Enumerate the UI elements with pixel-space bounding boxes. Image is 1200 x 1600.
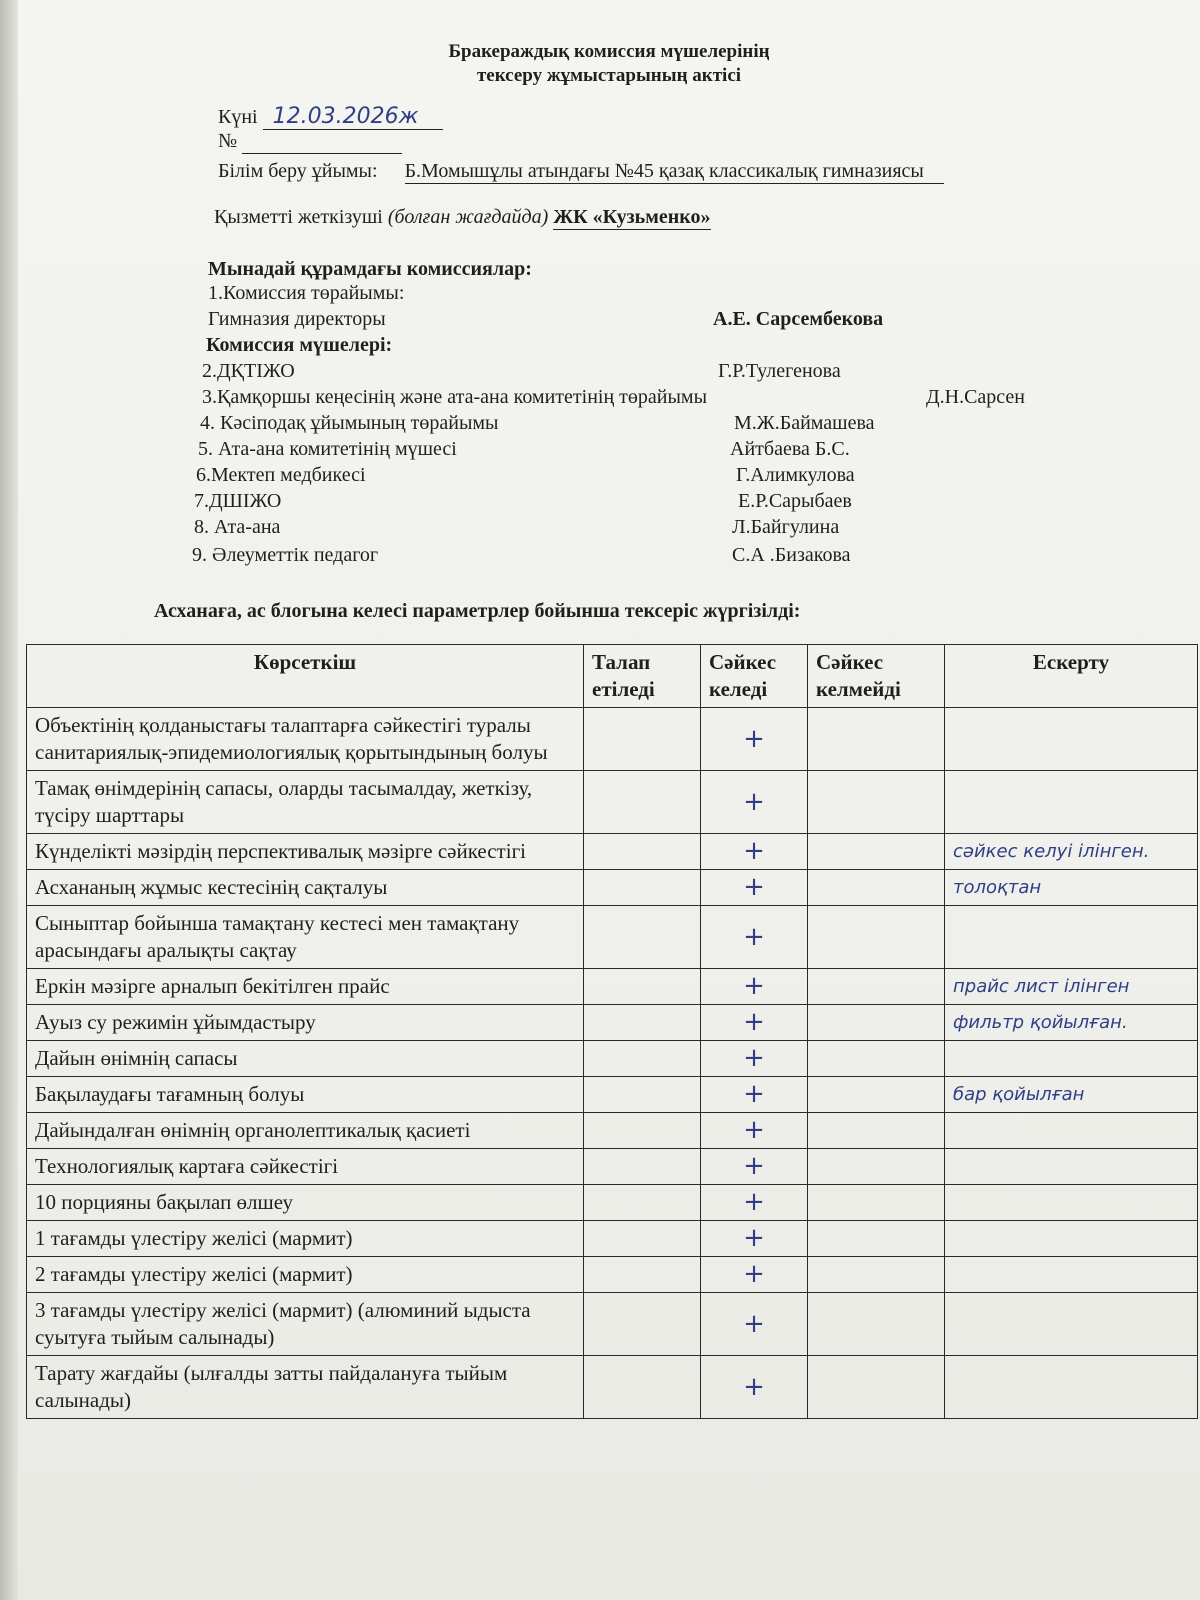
- table-row: [27, 1356, 1198, 1419]
- supplier-note: (болған жағдайда): [387, 206, 549, 228]
- indicator-cell: Ауыз су режимін ұйымдастыру: [27, 1005, 584, 1041]
- required-cell: [584, 1113, 701, 1149]
- table-row: [27, 708, 1198, 771]
- table-row: [27, 1221, 1198, 1257]
- required-cell: [584, 1041, 701, 1077]
- title-line-1: Бракераждық комиссия мүшелерінің: [448, 41, 770, 62]
- remark-cell: [945, 1185, 1198, 1221]
- required-cell: [584, 1221, 701, 1257]
- noncompliant-cell: [808, 906, 945, 969]
- compliant-mark: +: [701, 708, 808, 771]
- remark-cell: [945, 1221, 1198, 1257]
- header-compliant: Сәйкес келеді: [701, 645, 808, 708]
- compliant-mark: +: [701, 1293, 808, 1356]
- remark-cell: сәйкес келуі ілінген.: [945, 834, 1198, 870]
- number-blank: [242, 130, 402, 154]
- required-cell: [584, 708, 701, 771]
- remark-cell: [945, 771, 1198, 834]
- number-label: №: [218, 130, 238, 152]
- table-row: [27, 870, 1198, 906]
- member-role: 4. Кәсіподақ ұйымының төрайымы: [200, 412, 499, 434]
- remark-cell: [945, 708, 1198, 771]
- remark-cell: [945, 1149, 1198, 1185]
- noncompliant-cell: [808, 708, 945, 771]
- required-cell: [584, 1005, 701, 1041]
- member-role: 9. Әлеуметтік педагог: [192, 544, 379, 566]
- member-role: 8. Ата-ана: [194, 516, 281, 538]
- required-cell: [584, 906, 701, 969]
- remark-cell: бар қойылған: [945, 1077, 1198, 1113]
- table-row: [27, 1005, 1198, 1041]
- supplier-label: Қызметті жеткізуші: [214, 206, 383, 228]
- org-label: Білім беру ұйымы:: [218, 160, 378, 182]
- title-line-2: тексеру жұмыстарының актісі: [476, 65, 742, 86]
- remark-cell: [945, 1293, 1198, 1356]
- required-cell: [584, 1077, 701, 1113]
- member-role: 6.Мектеп медбикесі: [196, 464, 366, 486]
- table-row: [27, 906, 1198, 969]
- table-row: [27, 1041, 1198, 1077]
- noncompliant-cell: [808, 834, 945, 870]
- noncompliant-cell: [808, 1041, 945, 1077]
- compliant-mark: +: [701, 771, 808, 834]
- table-row: [27, 1149, 1198, 1185]
- table-row: [27, 969, 1198, 1005]
- compliant-mark: +: [701, 1005, 808, 1041]
- indicator-cell: Дайын өнімнің сапасы: [27, 1041, 584, 1077]
- required-cell: [584, 870, 701, 906]
- required-cell: [584, 1149, 701, 1185]
- table-row: [27, 834, 1198, 870]
- table-row: [27, 1293, 1198, 1356]
- required-cell: [584, 771, 701, 834]
- supplier-row: [214, 206, 711, 230]
- indicator-cell: 1 тағамды үлестіру желісі (мармит): [27, 1221, 584, 1257]
- remark-cell: [945, 1356, 1198, 1419]
- indicator-cell: Бақылаудағы тағамның болуы: [27, 1077, 584, 1113]
- supplier-value: ЖК «Кузьменко»: [553, 206, 711, 228]
- document-title: [18, 40, 1200, 88]
- table-row: [27, 1077, 1198, 1113]
- org-value: Б.Момышұлы атындағы №45 қазақ классикалық гимназиясы: [405, 160, 944, 184]
- noncompliant-cell: [808, 870, 945, 906]
- inspection-heading: Асханаға, ас блогына келесі параметрлер бойынша тексеріс жүргізілді:: [154, 600, 801, 622]
- date-value: 12.03.2026ж: [263, 104, 443, 130]
- indicator-cell: Тамақ өнімдерінің сапасы, оларды тасымалдау, жеткізу, түсіру шарттары: [27, 771, 584, 834]
- noncompliant-cell: [808, 1185, 945, 1221]
- noncompliant-cell: [808, 1257, 945, 1293]
- required-cell: [584, 834, 701, 870]
- member-name: Айтбаева Б.С.: [730, 438, 850, 460]
- header-indicator: Көрсеткіш: [27, 645, 584, 708]
- member-name: Д.Н.Сарсен: [926, 386, 1026, 408]
- date-row: [218, 104, 443, 130]
- remark-cell: [945, 1257, 1198, 1293]
- member-name: Г.Алимкулова: [736, 464, 855, 486]
- member-role: 2.ДҚТІЖО: [202, 360, 295, 382]
- compliant-mark: +: [701, 1185, 808, 1221]
- noncompliant-cell: [808, 1113, 945, 1149]
- header-remark: Ескерту: [945, 645, 1198, 708]
- noncompliant-cell: [808, 1077, 945, 1113]
- remark-cell: [945, 906, 1198, 969]
- compliant-mark: +: [701, 1113, 808, 1149]
- table-row: [27, 1257, 1198, 1293]
- compliant-mark: +: [701, 870, 808, 906]
- compliant-mark: +: [701, 969, 808, 1005]
- required-cell: [584, 1293, 701, 1356]
- member-role: 5. Ата-ана комитетінің мүшесі: [198, 438, 457, 460]
- required-cell: [584, 969, 701, 1005]
- noncompliant-cell: [808, 1221, 945, 1257]
- compliant-mark: +: [701, 1221, 808, 1257]
- table-row: [27, 1113, 1198, 1149]
- indicator-cell: Дайындалған өнімнің органолептикалық қасиеті: [27, 1113, 584, 1149]
- compliant-mark: +: [701, 1356, 808, 1419]
- table-row: [27, 1185, 1198, 1221]
- indicator-cell: 2 тағамды үлестіру желісі (мармит): [27, 1257, 584, 1293]
- member-name: Г.Р.Тулегенова: [718, 360, 841, 382]
- compliant-mark: +: [701, 1257, 808, 1293]
- member-role: 7.ДШІЖО: [194, 490, 282, 512]
- commission-heading: Мынадай құрамдағы комиссиялар:: [208, 258, 532, 280]
- indicator-cell: 3 тағамды үлестіру желісі (мармит) (алюминий ыдыста суытуға тыйым салынады): [27, 1293, 584, 1356]
- member-name: Л.Байгулина: [732, 516, 840, 538]
- document-page: [18, 0, 1200, 1600]
- compliant-mark: +: [701, 1077, 808, 1113]
- indicator-cell: Асхананың жұмыс кестесінің сақталуы: [27, 870, 584, 906]
- noncompliant-cell: [808, 771, 945, 834]
- chair-role: Гимназия директоры: [208, 308, 386, 330]
- required-cell: [584, 1185, 701, 1221]
- required-cell: [584, 1257, 701, 1293]
- inspection-table: [26, 644, 1198, 1419]
- noncompliant-cell: [808, 1356, 945, 1419]
- remark-cell: прайс лист ілінген: [945, 969, 1198, 1005]
- indicator-cell: Технологиялық картаға сәйкестігі: [27, 1149, 584, 1185]
- remark-cell: [945, 1041, 1198, 1077]
- binder-edge: [0, 0, 18, 1600]
- compliant-mark: +: [701, 1041, 808, 1077]
- compliant-mark: +: [701, 906, 808, 969]
- noncompliant-cell: [808, 969, 945, 1005]
- chair-name: А.Е. Сарсембекова: [713, 308, 884, 330]
- noncompliant-cell: [808, 1293, 945, 1356]
- compliant-mark: +: [701, 1149, 808, 1185]
- member-name: Е.Р.Сарыбаев: [738, 490, 852, 512]
- remark-cell: фильтр қойылған.: [945, 1005, 1198, 1041]
- member-name: М.Ж.Баймашева: [734, 412, 875, 434]
- header-required: Талап етіледі: [584, 645, 701, 708]
- indicator-cell: Объектінің қолданыстағы талаптарға сәйкестігі туралы санитариялық-эпидемиологиялық қорытындының болуы: [27, 708, 584, 771]
- indicator-cell: 10 порцияны бақылап өлшеу: [27, 1185, 584, 1221]
- table-body: [27, 708, 1198, 1419]
- org-row: [218, 160, 944, 184]
- chair-label: 1.Комиссия төрайымы:: [208, 282, 405, 304]
- members-heading: Комиссия мүшелері:: [206, 334, 393, 356]
- table-header-row: [27, 645, 1198, 708]
- table-row: [27, 771, 1198, 834]
- remark-cell: [945, 1113, 1198, 1149]
- indicator-cell: Күнделікті мәзірдің перспективалық мәзірге сәйкестігі: [27, 834, 584, 870]
- indicator-cell: Тарату жағдайы (ылғалды затты пайдалануға тыйым салынады): [27, 1356, 584, 1419]
- header-noncompliant: Сәйкес келмейді: [808, 645, 945, 708]
- indicator-cell: Еркін мәзірге арналып бекітілген прайс: [27, 969, 584, 1005]
- indicator-cell: Сыныптар бойынша тамақтану кестесі мен тамақтану арасындағы аралықты сақтау: [27, 906, 584, 969]
- number-row: [218, 130, 402, 154]
- remark-cell: толоқтан: [945, 870, 1198, 906]
- member-name: С.А .Бизакова: [732, 544, 851, 566]
- date-label: Күні: [218, 106, 258, 128]
- compliant-mark: +: [701, 834, 808, 870]
- noncompliant-cell: [808, 1149, 945, 1185]
- member-role: 3.Қамқоршы кеңесінің және ата-ана комитетінің төрайымы: [202, 386, 708, 408]
- noncompliant-cell: [808, 1005, 945, 1041]
- required-cell: [584, 1356, 701, 1419]
